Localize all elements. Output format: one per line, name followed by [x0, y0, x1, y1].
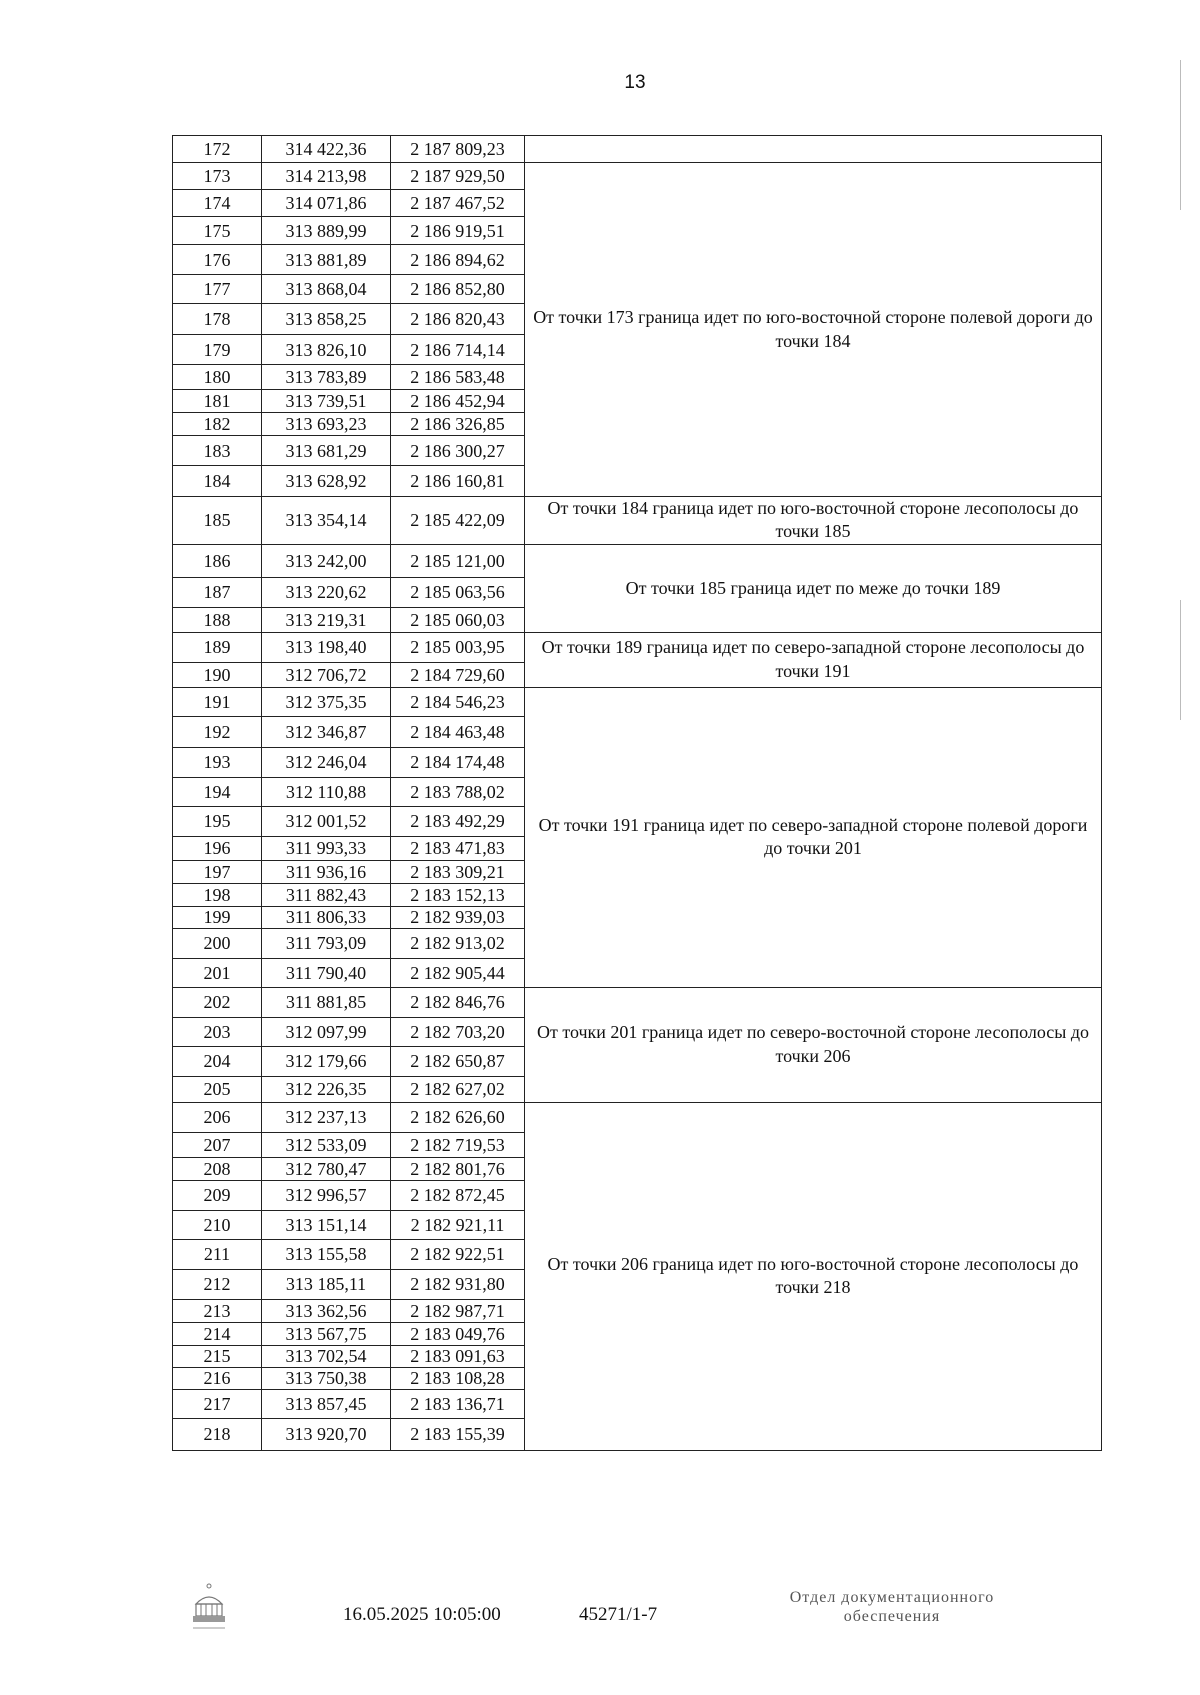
coordinate-x: 312 706,72 [262, 662, 391, 687]
coordinate-y: 2 186 919,51 [391, 217, 525, 245]
coordinate-x: 313 628,92 [262, 466, 391, 497]
coordinate-x: 312 237,13 [262, 1102, 391, 1132]
coordinate-y: 2 184 729,60 [391, 662, 525, 687]
coordinate-y: 2 186 160,81 [391, 466, 525, 497]
coordinate-y: 2 182 921,11 [391, 1210, 525, 1239]
coordinate-x: 313 783,89 [262, 365, 391, 390]
point-number: 210 [173, 1210, 262, 1239]
coordinate-y: 2 184 463,48 [391, 716, 525, 747]
coordinate-y: 2 182 872,45 [391, 1180, 525, 1210]
boundary-description: От точки 191 граница идет по северо-западной стороне полевой дороги до точки 201 [525, 687, 1102, 987]
point-number: 176 [173, 245, 262, 275]
point-number: 217 [173, 1389, 262, 1418]
table-row [173, 1102, 1102, 1132]
coordinate-y: 2 182 650,87 [391, 1046, 525, 1076]
coordinate-y: 2 187 809,23 [391, 136, 525, 163]
point-number: 209 [173, 1180, 262, 1210]
coordinates-table [172, 135, 1102, 1451]
coordinate-y: 2 185 063,56 [391, 577, 525, 607]
coordinate-y: 2 183 788,02 [391, 777, 525, 806]
boundary-description: От точки 173 граница идет по юго-восточной стороне полевой дороги до точки 184 [525, 163, 1102, 497]
coordinate-x: 312 375,35 [262, 687, 391, 716]
stamp-line-2: обеспечения [843, 1608, 941, 1626]
coordinate-y: 2 185 060,03 [391, 607, 525, 632]
coordinate-x: 314 213,98 [262, 163, 391, 190]
boundary-description: От точки 185 граница идет по меже до точки 189 [525, 544, 1102, 632]
coordinate-y: 2 182 931,80 [391, 1269, 525, 1299]
point-number: 182 [173, 413, 262, 436]
department-stamp [742, 1588, 1042, 1626]
point-number: 195 [173, 806, 262, 836]
coordinate-x: 313 220,62 [262, 577, 391, 607]
coordinate-x: 312 001,52 [262, 806, 391, 836]
table-row [173, 497, 1102, 545]
coordinate-y: 2 187 929,50 [391, 163, 525, 190]
point-number: 205 [173, 1076, 262, 1102]
print-datetime: 16.05.2025 10:05:00 [343, 1604, 501, 1625]
point-number: 183 [173, 436, 262, 466]
point-number: 178 [173, 304, 262, 335]
table-row [173, 987, 1102, 1017]
coordinate-x: 312 533,09 [262, 1132, 391, 1157]
coordinate-y: 2 183 108,28 [391, 1367, 525, 1389]
point-number: 211 [173, 1239, 262, 1269]
point-number: 204 [173, 1046, 262, 1076]
coordinate-y: 2 182 627,02 [391, 1076, 525, 1102]
coordinate-x: 312 097,99 [262, 1017, 391, 1046]
point-number: 179 [173, 335, 262, 365]
coordinate-y: 2 185 003,95 [391, 632, 525, 662]
table-row [173, 163, 1102, 190]
table-row [173, 544, 1102, 577]
coordinate-y: 2 186 300,27 [391, 436, 525, 466]
point-number: 180 [173, 365, 262, 390]
coordinate-x: 312 110,88 [262, 777, 391, 806]
coordinate-y: 2 183 091,63 [391, 1345, 525, 1367]
coordinate-x: 312 179,66 [262, 1046, 391, 1076]
coordinate-y: 2 183 471,83 [391, 836, 525, 860]
point-number: 212 [173, 1269, 262, 1299]
point-number: 174 [173, 190, 262, 217]
point-number: 194 [173, 777, 262, 806]
coordinate-x: 311 790,40 [262, 958, 391, 987]
point-number: 200 [173, 928, 262, 958]
coordinate-x: 313 693,23 [262, 413, 391, 436]
coordinate-y: 2 183 136,71 [391, 1389, 525, 1418]
point-number: 192 [173, 716, 262, 747]
coordinate-x: 311 936,16 [262, 860, 391, 883]
table-row [173, 136, 1102, 163]
point-number: 202 [173, 987, 262, 1017]
coordinate-y: 2 186 326,85 [391, 413, 525, 436]
scan-margin-mark [1180, 600, 1181, 720]
coordinate-y: 2 186 820,43 [391, 304, 525, 335]
boundary-description: От точки 206 граница идет по юго-восточной стороне лесополосы до точки 218 [525, 1102, 1102, 1450]
coordinate-x: 312 346,87 [262, 716, 391, 747]
coordinate-x: 311 993,33 [262, 836, 391, 860]
point-number: 206 [173, 1102, 262, 1132]
coordinate-x: 313 739,51 [262, 390, 391, 413]
coordinate-y: 2 183 152,13 [391, 883, 525, 906]
point-number: 188 [173, 607, 262, 632]
page-footer [0, 1582, 1200, 1642]
point-number: 184 [173, 466, 262, 497]
coordinate-x: 313 826,10 [262, 335, 391, 365]
point-number: 197 [173, 860, 262, 883]
coordinate-y: 2 186 894,62 [391, 245, 525, 275]
coordinate-x: 311 793,09 [262, 928, 391, 958]
point-number: 181 [173, 390, 262, 413]
coordinate-x: 313 185,11 [262, 1269, 391, 1299]
coordinate-x: 314 422,36 [262, 136, 391, 163]
point-number: 208 [173, 1157, 262, 1180]
coordinate-y: 2 185 422,09 [391, 497, 525, 545]
coordinate-y: 2 182 719,53 [391, 1132, 525, 1157]
coordinate-y: 2 183 309,21 [391, 860, 525, 883]
coordinate-x: 311 882,43 [262, 883, 391, 906]
coordinate-y: 2 182 922,51 [391, 1239, 525, 1269]
point-number: 175 [173, 217, 262, 245]
coordinate-y: 2 182 939,03 [391, 906, 525, 928]
point-number: 177 [173, 275, 262, 304]
coordinate-x: 313 354,14 [262, 497, 391, 545]
point-number: 193 [173, 747, 262, 777]
coordinate-x: 313 567,75 [262, 1322, 391, 1345]
coordinate-y: 2 182 703,20 [391, 1017, 525, 1046]
stamp-line-1: Отдел документационного [789, 1589, 995, 1606]
coordinate-x: 311 806,33 [262, 906, 391, 928]
coordinate-y: 2 184 546,23 [391, 687, 525, 716]
page-number: 13 [624, 72, 646, 93]
coordinate-x: 313 858,25 [262, 304, 391, 335]
coordinate-x: 313 151,14 [262, 1210, 391, 1239]
coordinate-y: 2 182 626,60 [391, 1102, 525, 1132]
coordinate-y: 2 186 583,48 [391, 365, 525, 390]
point-number: 215 [173, 1345, 262, 1367]
coordinate-y: 2 186 452,94 [391, 390, 525, 413]
coordinate-x: 313 920,70 [262, 1418, 391, 1450]
coordinate-y: 2 185 121,00 [391, 544, 525, 577]
coordinate-y: 2 186 714,14 [391, 335, 525, 365]
point-number: 207 [173, 1132, 262, 1157]
coordinate-y: 2 182 905,44 [391, 958, 525, 987]
coordinates-table-body [173, 136, 1102, 1451]
point-number: 214 [173, 1322, 262, 1345]
point-number: 216 [173, 1367, 262, 1389]
coordinate-y: 2 182 987,71 [391, 1299, 525, 1322]
point-number: 198 [173, 883, 262, 906]
coordinate-y: 2 184 174,48 [391, 747, 525, 777]
point-number: 190 [173, 662, 262, 687]
point-number: 213 [173, 1299, 262, 1322]
coordinate-x: 313 681,29 [262, 436, 391, 466]
coordinate-x: 312 780,47 [262, 1157, 391, 1180]
coordinate-y: 2 182 913,02 [391, 928, 525, 958]
point-number: 186 [173, 544, 262, 577]
boundary-description: От точки 201 граница идет по северо-восточной стороне лесополосы до точки 206 [525, 987, 1102, 1102]
coordinate-x: 314 071,86 [262, 190, 391, 217]
point-number: 199 [173, 906, 262, 928]
coordinate-y: 2 183 049,76 [391, 1322, 525, 1345]
boundary-description [525, 136, 1102, 163]
coordinate-x: 313 362,56 [262, 1299, 391, 1322]
point-number: 203 [173, 1017, 262, 1046]
point-number: 173 [173, 163, 262, 190]
coordinate-x: 313 219,31 [262, 607, 391, 632]
table-row [173, 632, 1102, 662]
table-row [173, 687, 1102, 716]
point-number: 189 [173, 632, 262, 662]
point-number: 191 [173, 687, 262, 716]
scan-margin-mark [1180, 60, 1181, 210]
coordinate-x: 312 996,57 [262, 1180, 391, 1210]
coordinate-y: 2 186 852,80 [391, 275, 525, 304]
point-number: 172 [173, 136, 262, 163]
coordinate-y: 2 187 467,52 [391, 190, 525, 217]
coordinate-y: 2 182 846,76 [391, 987, 525, 1017]
coordinate-y: 2 183 492,29 [391, 806, 525, 836]
coordinate-x: 311 881,85 [262, 987, 391, 1017]
coordinate-x: 313 868,04 [262, 275, 391, 304]
point-number: 196 [173, 836, 262, 860]
point-number: 185 [173, 497, 262, 545]
boundary-description: От точки 184 граница идет по юго-восточной стороне лесополосы до точки 185 [525, 497, 1102, 545]
coordinate-x: 313 881,89 [262, 245, 391, 275]
coordinate-x: 313 155,58 [262, 1239, 391, 1269]
coordinate-x: 313 857,45 [262, 1389, 391, 1418]
coordinate-x: 313 750,38 [262, 1367, 391, 1389]
point-number: 218 [173, 1418, 262, 1450]
coordinate-y: 2 182 801,76 [391, 1157, 525, 1180]
boundary-description: От точки 189 граница идет по северо-западной стороне лесополосы до точки 191 [525, 632, 1102, 687]
coordinate-x: 313 889,99 [262, 217, 391, 245]
institution-logo-icon [190, 1582, 228, 1634]
coordinate-x: 313 242,00 [262, 544, 391, 577]
coordinate-x: 313 702,54 [262, 1345, 391, 1367]
document-number: 45271/1-7 [579, 1604, 658, 1625]
point-number: 201 [173, 958, 262, 987]
coordinate-x: 312 246,04 [262, 747, 391, 777]
coordinate-y: 2 183 155,39 [391, 1418, 525, 1450]
point-number: 187 [173, 577, 262, 607]
coordinate-x: 312 226,35 [262, 1076, 391, 1102]
coordinate-x: 313 198,40 [262, 632, 391, 662]
